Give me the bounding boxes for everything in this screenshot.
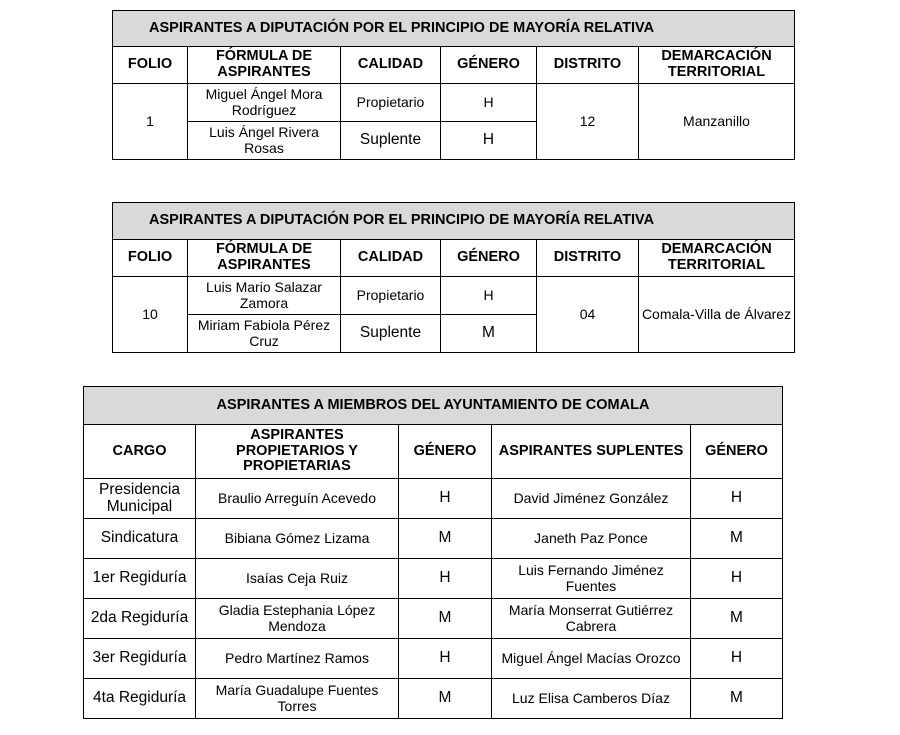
suplente-cell: Miguel Ángel Macías Orozco xyxy=(492,639,691,679)
genero-cell: M xyxy=(691,679,783,719)
genero-cell: M xyxy=(441,315,537,353)
distrito-cell: 04 xyxy=(537,277,639,353)
genero-cell: H xyxy=(441,122,537,160)
nombre-cell: Luis Ángel Rivera Rosas xyxy=(188,122,341,160)
genero-cell: H xyxy=(399,479,492,519)
genero-cell: H xyxy=(691,479,783,519)
genero-cell: H xyxy=(691,559,783,599)
propietario-cell: María Guadalupe Fuentes Torres xyxy=(196,679,399,719)
suplente-cell: María Monserrat Gutiérrez Cabrera xyxy=(492,599,691,639)
suplente-cell: Janeth Paz Ponce xyxy=(492,519,691,559)
genero-cell: M xyxy=(399,599,492,639)
propietario-cell: Braulio Arreguín Acevedo xyxy=(196,479,399,519)
demarcacion-cell: Manzanillo xyxy=(639,84,795,160)
header-distrito: DISTRITO xyxy=(537,47,639,84)
table-row xyxy=(84,639,783,679)
table-row xyxy=(84,519,783,559)
cargo-cell: 2da Regiduría xyxy=(84,599,196,639)
table-title: ASPIRANTES A DIPUTACIÓN POR EL PRINCIPIO DE MAYORÍA RELATIVA xyxy=(113,11,795,47)
calidad-cell: Suplente xyxy=(341,315,441,353)
demarcacion-cell: Comala-Villa de Álvarez xyxy=(639,277,795,353)
header-genero-suplente: GÉNERO xyxy=(691,425,783,479)
genero-cell: M xyxy=(691,599,783,639)
cargo-cell: Sindicatura xyxy=(84,519,196,559)
nombre-cell: Luis Mario Salazar Zamora xyxy=(188,277,341,315)
calidad-cell: Propietario xyxy=(341,84,441,122)
header-cargo: CARGO xyxy=(84,425,196,479)
propietario-cell: Bibiana Gómez Lizama xyxy=(196,519,399,559)
genero-cell: H xyxy=(441,84,537,122)
cargo-cell: Presidencia Municipal xyxy=(84,479,196,519)
cargo-cell: 3er Regiduría xyxy=(84,639,196,679)
table-row xyxy=(84,559,783,599)
header-formula: FÓRMULA DE ASPIRANTES xyxy=(188,240,341,277)
suplente-cell: Luis Fernando Jiménez Fuentes xyxy=(492,559,691,599)
calidad-cell: Suplente xyxy=(341,122,441,160)
header-propietarios: ASPIRANTES PROPIETARIOS Y PROPIETARIAS xyxy=(196,425,399,479)
folio-cell: 1 xyxy=(113,84,188,160)
header-suplentes: ASPIRANTES SUPLENTES xyxy=(492,425,691,479)
header-demarcacion: DEMARCACIÓN TERRITORIAL xyxy=(639,47,795,84)
nombre-cell: Miriam Fabiola Pérez Cruz xyxy=(188,315,341,353)
propietario-cell: Pedro Martínez Ramos xyxy=(196,639,399,679)
table-row xyxy=(84,479,783,519)
cargo-cell: 1er Regiduría xyxy=(84,559,196,599)
suplente-cell: David Jiménez González xyxy=(492,479,691,519)
cargo-cell: 4ta Regiduría xyxy=(84,679,196,719)
header-genero-propietario: GÉNERO xyxy=(399,425,492,479)
header-genero: GÉNERO xyxy=(441,47,537,84)
genero-cell: H xyxy=(399,639,492,679)
header-distrito: DISTRITO xyxy=(537,240,639,277)
header-folio: FOLIO xyxy=(113,47,188,84)
header-folio: FOLIO xyxy=(113,240,188,277)
genero-cell: M xyxy=(399,679,492,719)
genero-cell: H xyxy=(691,639,783,679)
propietario-cell: Gladia Estephania López Mendoza xyxy=(196,599,399,639)
folio-cell: 10 xyxy=(113,277,188,353)
genero-cell: H xyxy=(441,277,537,315)
table-row xyxy=(84,679,783,719)
ayuntamiento-table xyxy=(83,386,783,719)
diputacion-table-2 xyxy=(112,202,795,353)
table-title: ASPIRANTES A DIPUTACIÓN POR EL PRINCIPIO DE MAYORÍA RELATIVA xyxy=(113,203,795,240)
distrito-cell: 12 xyxy=(537,84,639,160)
genero-cell: M xyxy=(399,519,492,559)
header-calidad: CALIDAD xyxy=(341,240,441,277)
genero-cell: H xyxy=(399,559,492,599)
diputacion-table-1 xyxy=(112,10,795,160)
propietario-cell: Isaías Ceja Ruiz xyxy=(196,559,399,599)
table-title: ASPIRANTES A MIEMBROS DEL AYUNTAMIENTO DE COMALA xyxy=(84,387,783,425)
header-calidad: CALIDAD xyxy=(341,47,441,84)
table-row xyxy=(84,599,783,639)
header-genero: GÉNERO xyxy=(441,240,537,277)
genero-cell: M xyxy=(691,519,783,559)
nombre-cell: Miguel Ángel Mora Rodríguez xyxy=(188,84,341,122)
header-formula: FÓRMULA DE ASPIRANTES xyxy=(188,47,341,84)
header-demarcacion: DEMARCACIÓN TERRITORIAL xyxy=(639,240,795,277)
suplente-cell: Luz Elisa Camberos Díaz xyxy=(492,679,691,719)
calidad-cell: Propietario xyxy=(341,277,441,315)
